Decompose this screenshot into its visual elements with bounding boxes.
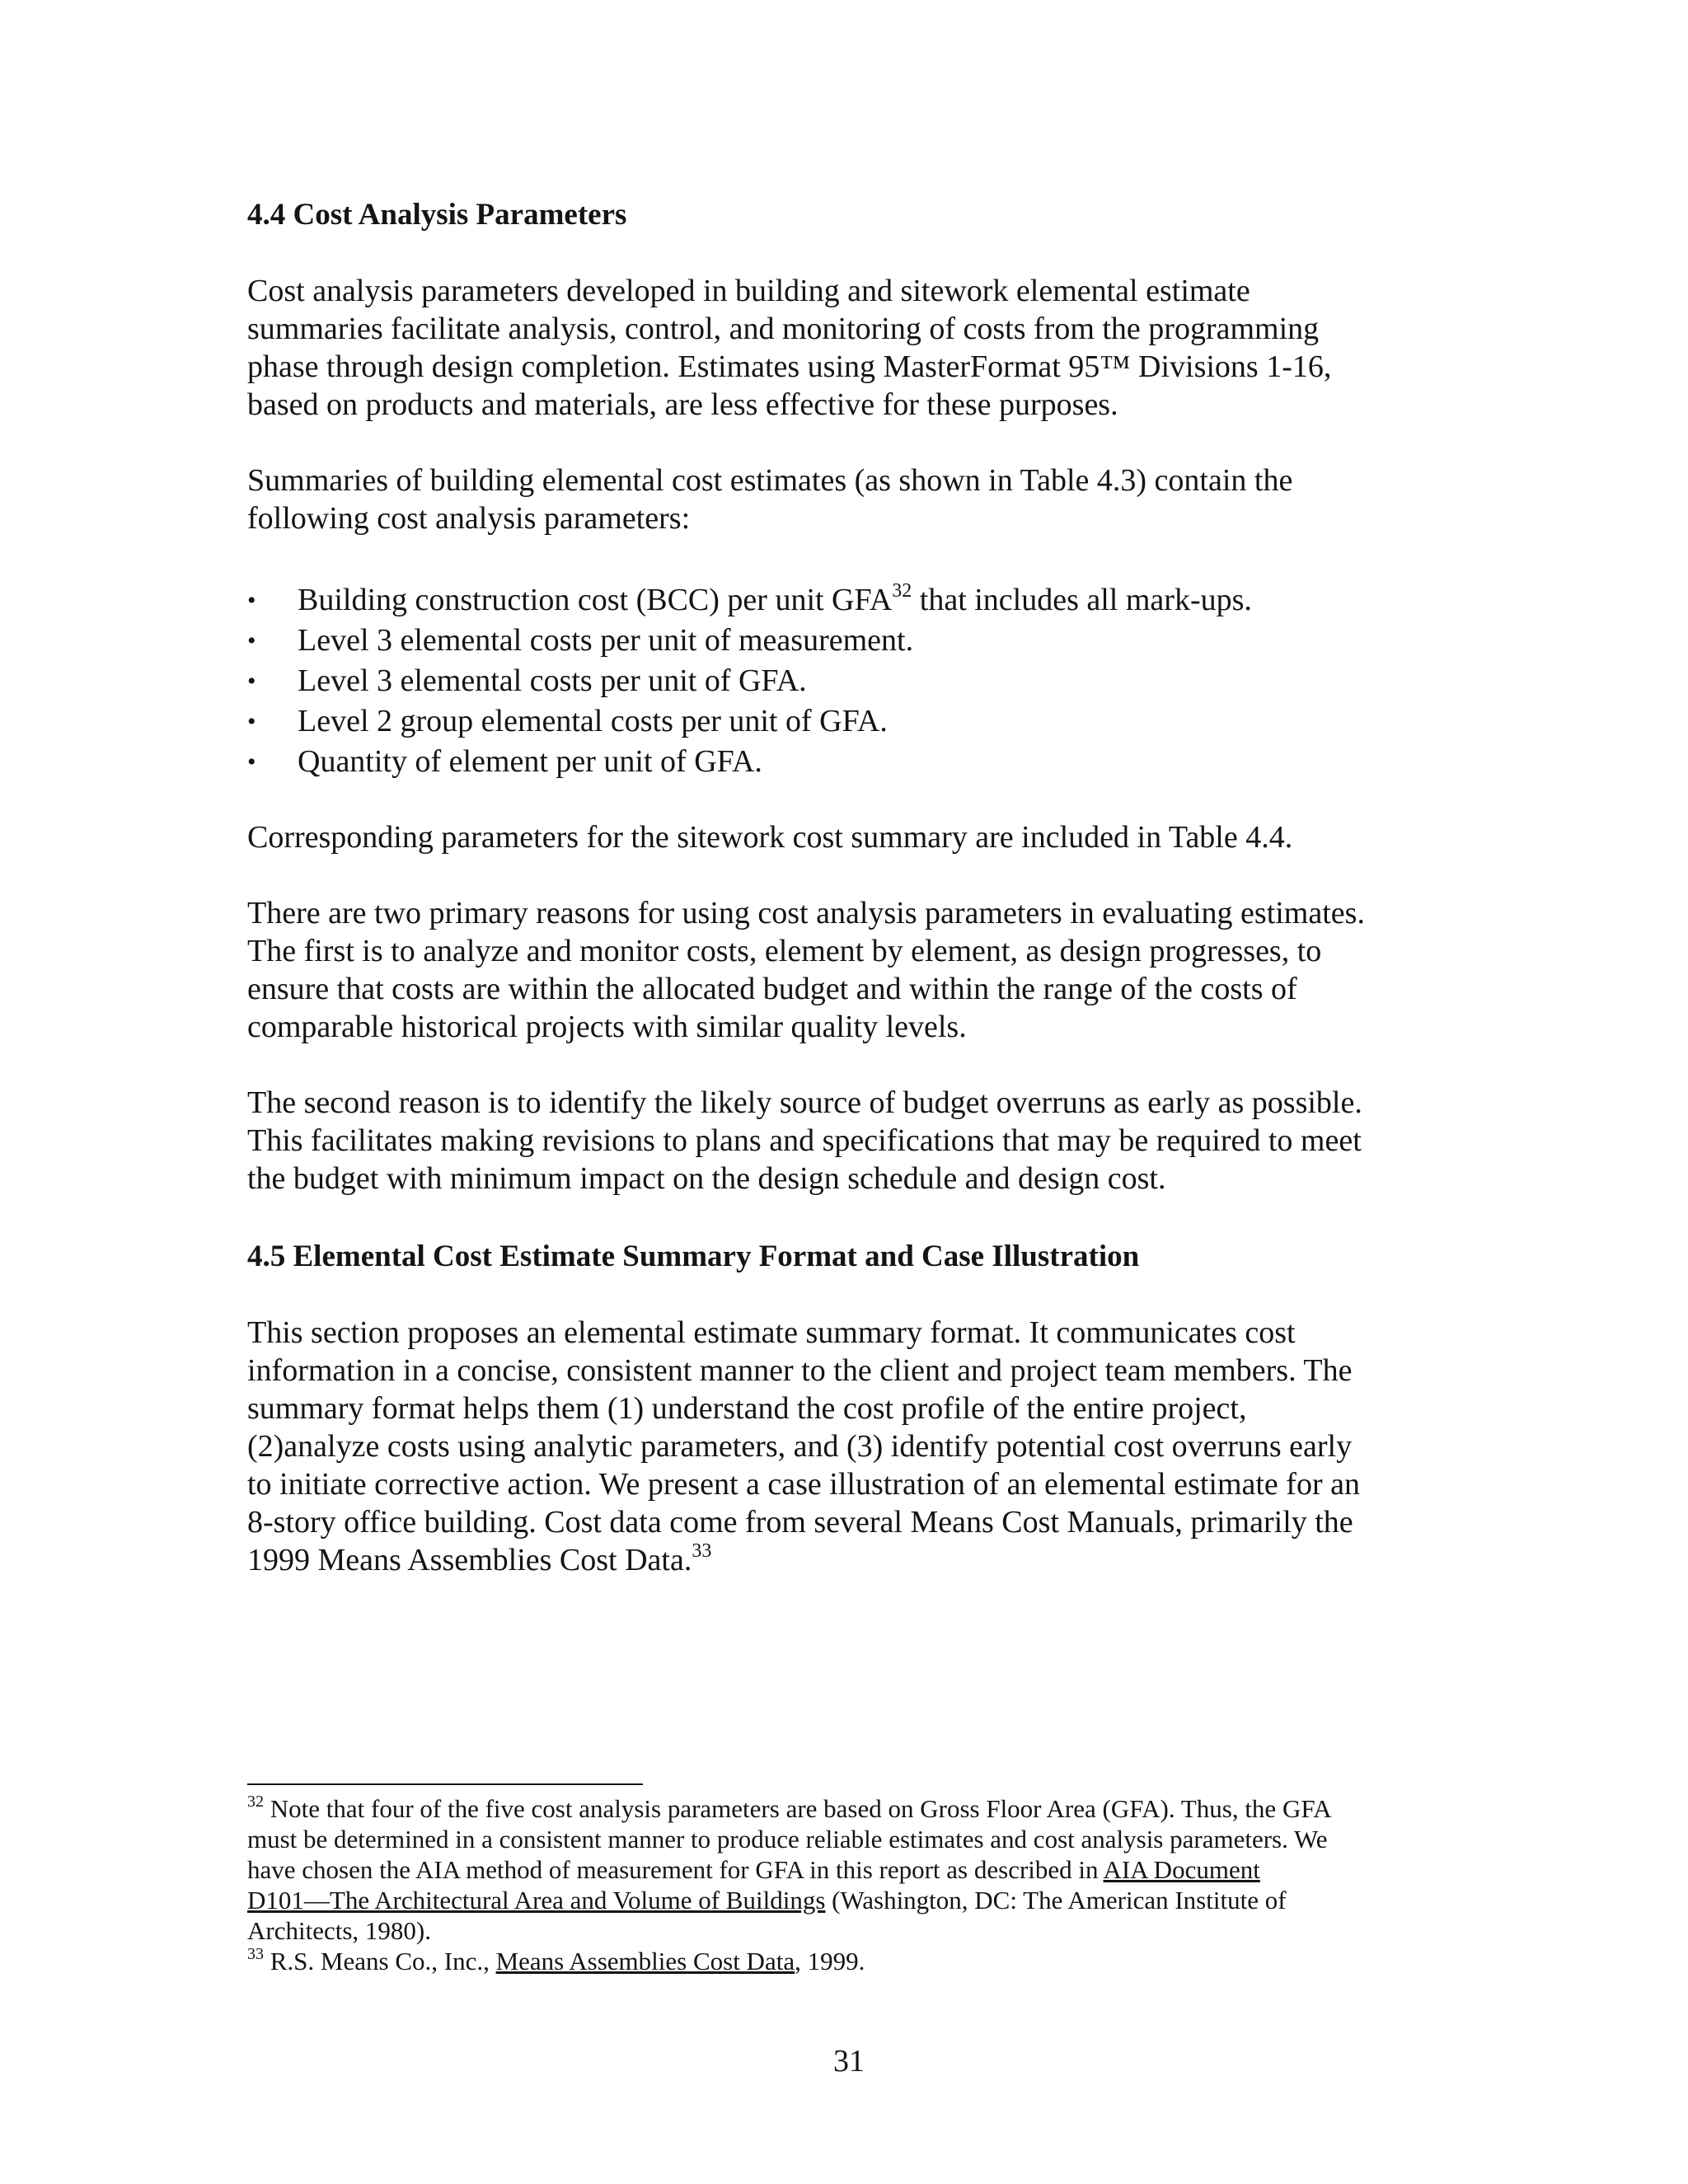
text-fragment: 1999 Means Assemblies Cost Data. [247,1543,692,1577]
text-line: following cost analysis parameters: [247,501,691,536]
footnote-ref-33[interactable]: 33 [692,1540,712,1562]
list-item-text: Level 3 elemental costs per unit of GFA. [298,663,807,698]
list-item [247,742,1252,782]
text-line: This facilitates making revisions to plans and specifications that may be required to meet [247,1123,1362,1158]
footnote-text: (Washington, DC: The American Institute of [825,1886,1287,1915]
text-line: the budget with minimum impact on the design schedule and design cost. [247,1161,1166,1196]
list-item-text: that includes all mark-ups. [912,583,1252,617]
footnote-divider [247,1783,643,1785]
list-item [247,621,1252,661]
text-line: There are two primary reasons for using cost analysis parameters in evaluating estimates. [247,896,1365,930]
footnote-32-line [247,1854,1451,1885]
list-item-text: Quantity of element per unit of GFA. [298,744,762,779]
text-line: information in a concise, consistent manner to the client and project team members. The [247,1353,1353,1388]
text-line: (2)analyze costs using analytic parameters, and (3) identify potential cost overruns early [247,1429,1353,1464]
paragraph-sitework [247,818,1451,856]
aia-document-reference: D101—The Architectural Area and Volume of Buildings [247,1886,826,1915]
paragraph-cost-analysis-intro [247,272,1451,424]
list-item [247,580,1252,621]
footnote-33-line [247,1946,1451,1976]
paragraph-summaries [247,462,1451,537]
text-line: Summaries of building elemental cost estimates (as shown in Table 4.3) contain the [247,463,1293,498]
bullet-icon: • [247,668,256,695]
aia-document-reference: AIA Document [1103,1855,1260,1884]
footnote-text: have chosen the AIA method of measurement for GFA in this report as described in [247,1855,1104,1884]
bullet-icon: • [247,708,256,735]
text-line: summary format helps them (1) understand the cost profile of the entire project, [247,1391,1247,1426]
text-line: The first is to analyze and monitor costs, element by element, as design progresses, to [247,934,1322,968]
bullet-icon: • [247,627,256,654]
text-line: based on products and materials, are less effective for these purposes. [247,387,1118,422]
text-line: This section proposes an elemental estimate summary format. It communicates cost [247,1315,1296,1350]
bullet-icon: • [247,748,256,776]
footnotes [247,1793,1451,1976]
text-line: summaries facilitate analysis, control, and monitoring of costs from the programming [247,312,1320,346]
footnote-mark-32: 32 [247,1793,264,1811]
footnote-32-line [247,1885,1451,1915]
footnote-mark-33: 33 [247,1945,264,1963]
parameter-bullet-list [247,580,1252,782]
text-line: ensure that costs are within the allocated budget and within the range of the costs of [247,972,1297,1006]
text-line: comparable historical projects with similar quality levels. [247,1010,967,1044]
footnote-ref-32[interactable]: 32 [892,580,912,602]
paragraph-two-reasons [247,894,1451,1046]
list-item [247,661,1252,701]
footnote-text: , 1999. [795,1947,865,1975]
list-item-text: Level 2 group elemental costs per unit of GFA. [298,704,888,738]
text-line: phase through design completion. Estimates using MasterFormat 95™ Divisions 1-16, [247,349,1332,384]
paragraph-summary-format [247,1314,1451,1579]
footnote-32-line: must be determined in a consistent manner to produce reliable estimates and cost analysis parameters. We [247,1825,1328,1854]
list-item-text: Level 3 elemental costs per unit of measurement. [298,623,914,658]
footnote-text: R.S. Means Co., Inc., [264,1947,496,1975]
section-heading-4-4: 4.4 Cost Analysis Parameters [247,198,627,232]
bullet-icon: • [247,587,256,614]
page-number: 31 [833,2044,865,2079]
text-line: to initiate corrective action. We present a case illustration of an elemental estimate for an [247,1467,1360,1502]
text-line: Corresponding parameters for the sitework cost summary are included in Table 4.4. [247,820,1293,855]
footnote-32-line [247,1793,1451,1824]
footnote-32-line: Architects, 1980). [247,1916,431,1945]
footnote-text: Note that four of the five cost analysis parameters are based on Gross Floor Area (GFA). Thus, the GFA [264,1794,1332,1823]
list-item-text: Building construction cost (BCC) per unit GFA [298,583,893,617]
means-cost-data-reference: Means Assemblies Cost Data [495,1947,795,1975]
text-line: Cost analysis parameters developed in building and sitework elemental estimate [247,274,1250,308]
section-heading-4-5: 4.5 Elemental Cost Estimate Summary Format and Case Illustration [247,1240,1140,1273]
text-line [247,1541,1451,1579]
document-page [247,0,1451,2184]
list-item [247,701,1252,742]
paragraph-second-reason [247,1084,1451,1197]
text-line: The second reason is to identify the likely source of budget overruns as early as possible. [247,1085,1362,1120]
text-line: 8-story office building. Cost data come from several Means Cost Manuals, primarily the [247,1505,1353,1540]
